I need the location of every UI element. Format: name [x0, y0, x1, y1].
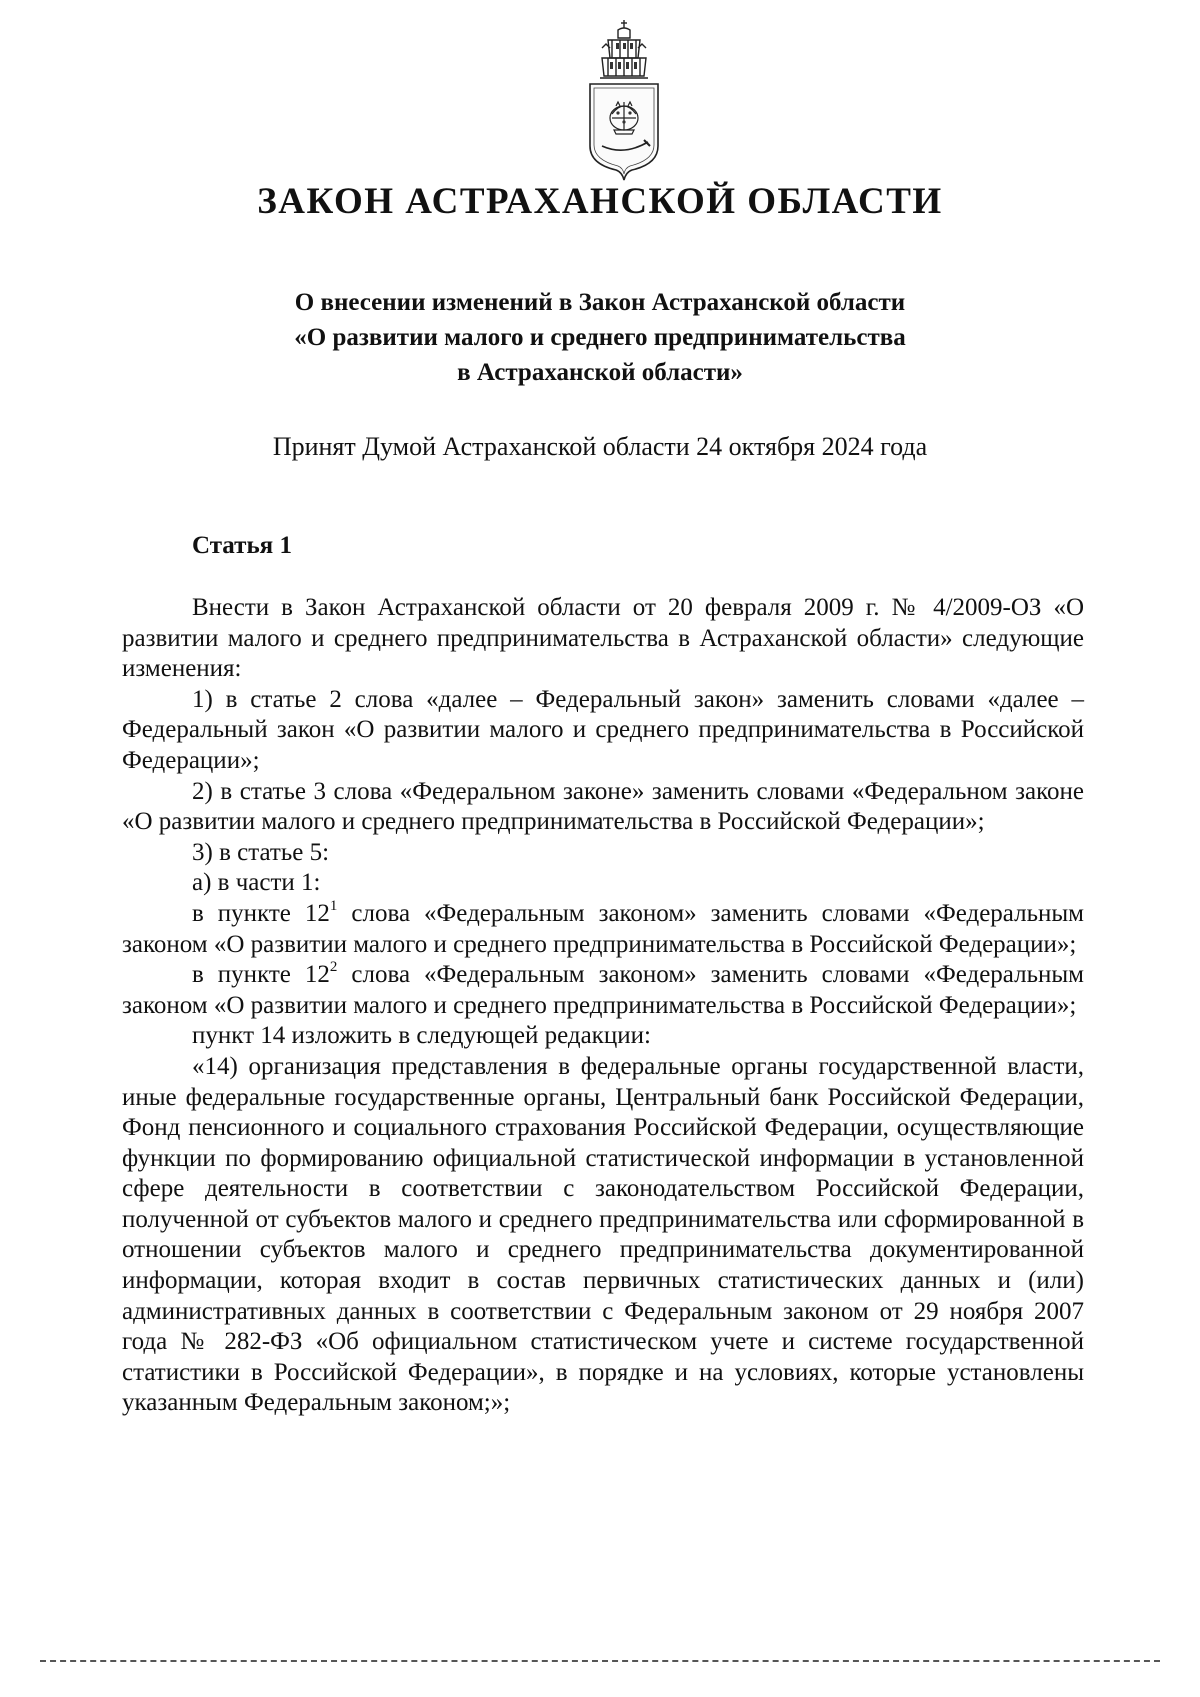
point-12-2-amendment	[122, 960, 1084, 1021]
point-text: в пункте 12	[192, 899, 330, 927]
article-heading: Статья 1	[192, 532, 292, 559]
article-intro: Внести в Закон Астраханской области от 20 февраля 2009 г. № 4/2009-ОЗ «О развитии малого и среднего предпринимательства в Астраханской области» следующие изменения:	[122, 594, 1084, 683]
coat-of-arms-icon	[572, 18, 676, 184]
subtitle-line: О внесении изменений в Закон Астраханской области	[294, 289, 906, 316]
adoption-line: Принят Думой Астраханской области 24 октября 2024 года	[272, 432, 928, 461]
point-superscript: 2	[329, 958, 338, 975]
amendment-item-1: 1) в статье 2 слова «далее – Федеральный закон» заменить словами «далее – Федеральный закон «О развитии малого и среднего предпринимательства в Российской Федерации»;	[122, 685, 1084, 774]
point-14-text: «14) организация представления в федеральные органы государственной власти, иные федеральные государственные органы, Центральный банк Российской Федерации, Фонд пенсионного и социального страхования Российской Федерации, осуществляющие функции по формированию официальной статистической информации в установленной сфере деятельности в соответствии с законодательством Российской Федерации, полученной от субъектов малого и среднего предпринимательства или сформированной в отношении субъектов малого и среднего предпринимательства документированной информации, которая входит в состав первичных статистических данных и (или) административных данных в соответствии с Федеральным законом от 29 ноября 2007 года № 282-ФЗ «Об официальном статистическом учете и системе государственной статистики в Российской Федерации», в порядке и на условиях, которые установлены указанным Федеральным законом;»;	[122, 1052, 1084, 1417]
amendment-item-3: 3) в статье 5:	[192, 838, 330, 866]
point-text: в пункте 12	[192, 961, 330, 989]
subtitle-line: «О развитии малого и среднего предпринимательства	[294, 324, 906, 351]
point-14-intro: пункт 14 изложить в следующей редакции:	[192, 1022, 651, 1050]
subtitle-line: в Астраханской области»	[457, 359, 743, 386]
point-text: слова «Федеральным законом» заменить словами «Федеральным законом «О развитии малого и среднего предпринимательства в Российской Федерации»;	[122, 899, 1084, 958]
point-superscript: 1	[329, 897, 338, 914]
amendment-item-2: 2) в статье 3 слова «Федеральном законе» заменить словами «Федеральном законе «О развитии малого и среднего предпринимательства в Российской Федерации»;	[122, 777, 1084, 836]
amendment-item-3a: а) в части 1:	[192, 869, 321, 897]
point-12-1-amendment	[122, 899, 1084, 960]
article-body	[122, 593, 1084, 1419]
page-bottom-divider	[40, 1660, 1160, 1662]
law-subtitle	[150, 285, 1050, 390]
law-title: ЗАКОН АСТРАХАНСКОЙ ОБЛАСТИ	[257, 181, 943, 222]
point-text: слова «Федеральным законом» заменить словами «Федеральным законом «О развитии малого и среднего предпринимательства в Российской Федерации»;	[122, 961, 1084, 1019]
